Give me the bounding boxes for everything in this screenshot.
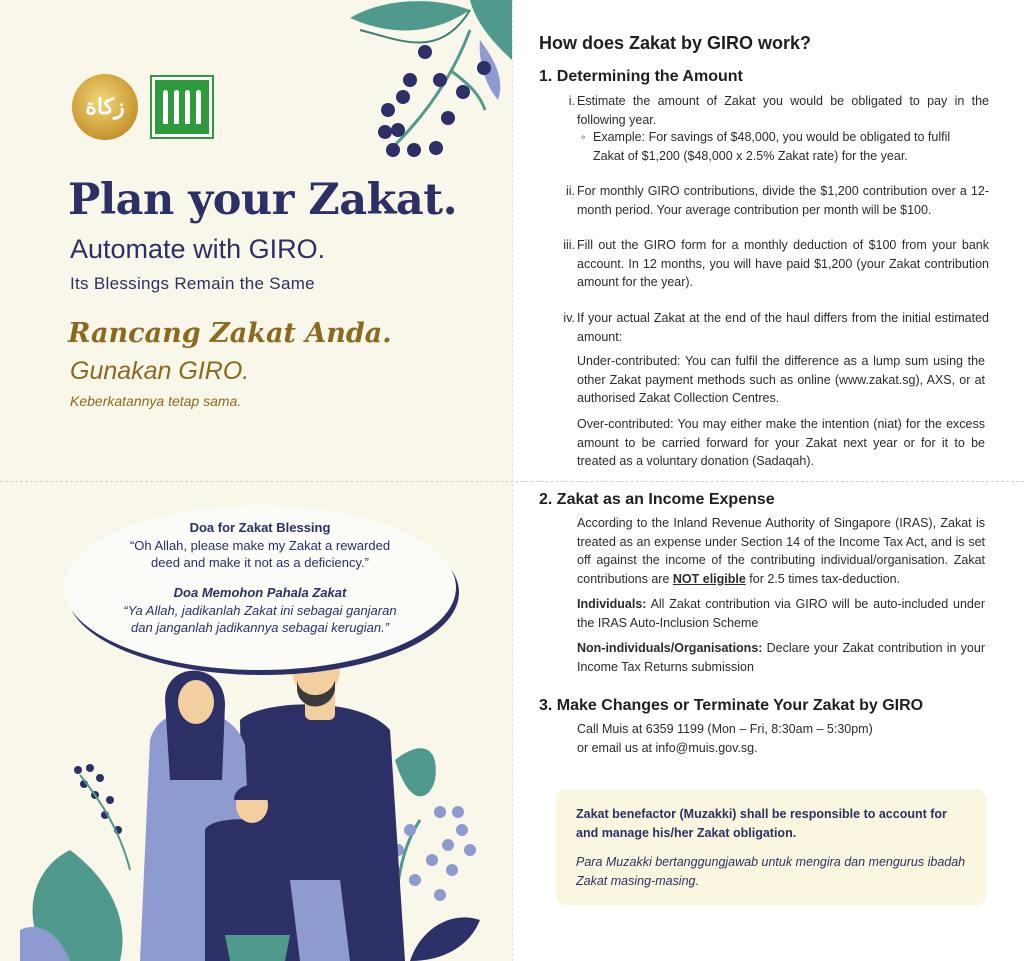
family-illustration-icon (140, 644, 405, 961)
section-2-heading: 2. Zakat as an Income Expense (539, 491, 775, 508)
list-item-number: ii. (565, 184, 575, 198)
individuals-label: Individuals: (577, 597, 647, 611)
leaf-top-icon (350, 0, 512, 100)
organisations-text: Declare your Zakat contribution in your Income Tax Returns submission (577, 641, 985, 674)
section-3-heading: 3. Make Changes or Terminate Your Zakat by GIRO (539, 697, 924, 714)
list-item (559, 182, 989, 219)
subtitle-malay: Gunakan GIRO. (70, 357, 250, 385)
note-malay: Para Muzakki bertanggungjawab untuk mengira dan mengurus ibadah Zakat masing-masing. (576, 855, 966, 888)
tagline-malay: Keberkatannya tetap sama. (70, 393, 242, 409)
example-bullet-item (581, 128, 971, 165)
doa-heading-malay: Doa Memohon Pahala Zakat (173, 585, 347, 600)
fold-line-vertical (512, 0, 513, 961)
contact-email-text: or email us at info@muis.gov.sg. (577, 741, 758, 755)
doa-heading-english: Doa for Zakat Blessing (189, 520, 331, 535)
under-contributed-text: Under-contributed: You can fulfil the difference as a lump sum using the other Zakat payment methods such as online (www.zakat.sg), AXS, or at authorised Zakat Collection Centres. (577, 354, 985, 405)
doa-text-english-2: deed and make it not as a deficiency.” (151, 555, 369, 570)
doa-text-english-1: “Oh Allah, please make my Zakat a rewarded (129, 538, 391, 553)
muzakki-note-box (556, 789, 986, 905)
doa-text-malay-2: dan janganlah jadikannya sebagai kerugian.” (130, 620, 390, 635)
individuals-paragraph (577, 595, 985, 632)
iras-paragraph (577, 514, 985, 588)
muis-logo (152, 77, 212, 137)
doa-text-malay-1: “Ya Allah, jadikanlah Zakat ini sebagai ganjaran (123, 603, 397, 618)
foliage-bottom-right-icon (392, 748, 480, 961)
list-item (559, 92, 989, 129)
info-title: How does Zakat by GIRO work? (539, 33, 812, 53)
logo-group (72, 74, 212, 140)
tagline-english: Its Blessings Remain the Same (70, 274, 315, 293)
subtitle-english: Automate with GIRO. (70, 234, 326, 264)
iras-text-b: for 2.5 times tax-deduction. (745, 571, 901, 586)
list-item-text: Fill out the GIRO form for a monthly deduction of $100 from your bank account. In 12 months, you will have paid $1,200 (your Zakat contribution amount for the year). (577, 238, 989, 289)
organisations-label: Non-individuals/Organisations: (577, 641, 763, 655)
note-english: Zakat benefactor (Muzakki) shall be responsible to account for and manage his/her Zakat obligation. (576, 807, 947, 840)
not-eligible-text: NOT eligible (672, 571, 746, 586)
list-item (559, 236, 989, 292)
title-malay: Rancang Zakat Anda. (68, 318, 392, 349)
list-item-number: i. (568, 94, 575, 108)
example-text: Example: For savings of $48,000, you would be obligated to fulfil Zakat of $1,200 ($48,000 x 2.5% Zakat rate) for the year. (593, 130, 951, 163)
foliage-bottom-left-icon (20, 764, 130, 961)
contact-phone-text: Call Muis at 6359 1199 (Mon – Fri, 8:30am – 5:30pm) (577, 722, 873, 736)
list-item-text: Estimate the amount of Zakat you would be obligated to pay in the following year. (577, 94, 989, 127)
list-item-number: iii. (563, 238, 575, 252)
individuals-text: All Zakat contribution via GIRO will be auto-included under the IRAS Auto-Inclusion Scheme (577, 597, 985, 630)
over-contributed-text: Over-contributed: You may either make the intention (niat) for the excess amount to be carried forward for your Zakat next year or for it to be treated as a voluntary donation (Sadaqah). (577, 417, 985, 468)
organisations-paragraph (577, 639, 985, 676)
zakat-logo-text: زكاة (85, 94, 125, 120)
title-english: Plan your Zakat. (68, 175, 458, 225)
doa-content (64, 520, 456, 636)
zakat-logo (72, 74, 138, 140)
iras-text-a: According to the Inland Revenue Authority of Singapore (IRAS), Zakat is treated as an expense under Section 14 of the Income Tax Act, and is set off against the income of the contributing individual/organisation. Zakat contributions are (577, 516, 985, 586)
section-1-heading: 1. Determining the Amount (539, 68, 743, 85)
list-item (559, 309, 989, 346)
list-item-text: If your actual Zakat at the end of the haul differs from the initial estimated amount: (577, 311, 989, 344)
list-item-number: iv. (563, 311, 575, 325)
berry-branch-icon (378, 30, 491, 157)
list-item-text: For monthly GIRO contributions, divide the $1,200 contribution over a 12-month period. Your average contribution per month will be $100. (577, 184, 989, 217)
bullet-icon: ◦ (581, 130, 586, 144)
